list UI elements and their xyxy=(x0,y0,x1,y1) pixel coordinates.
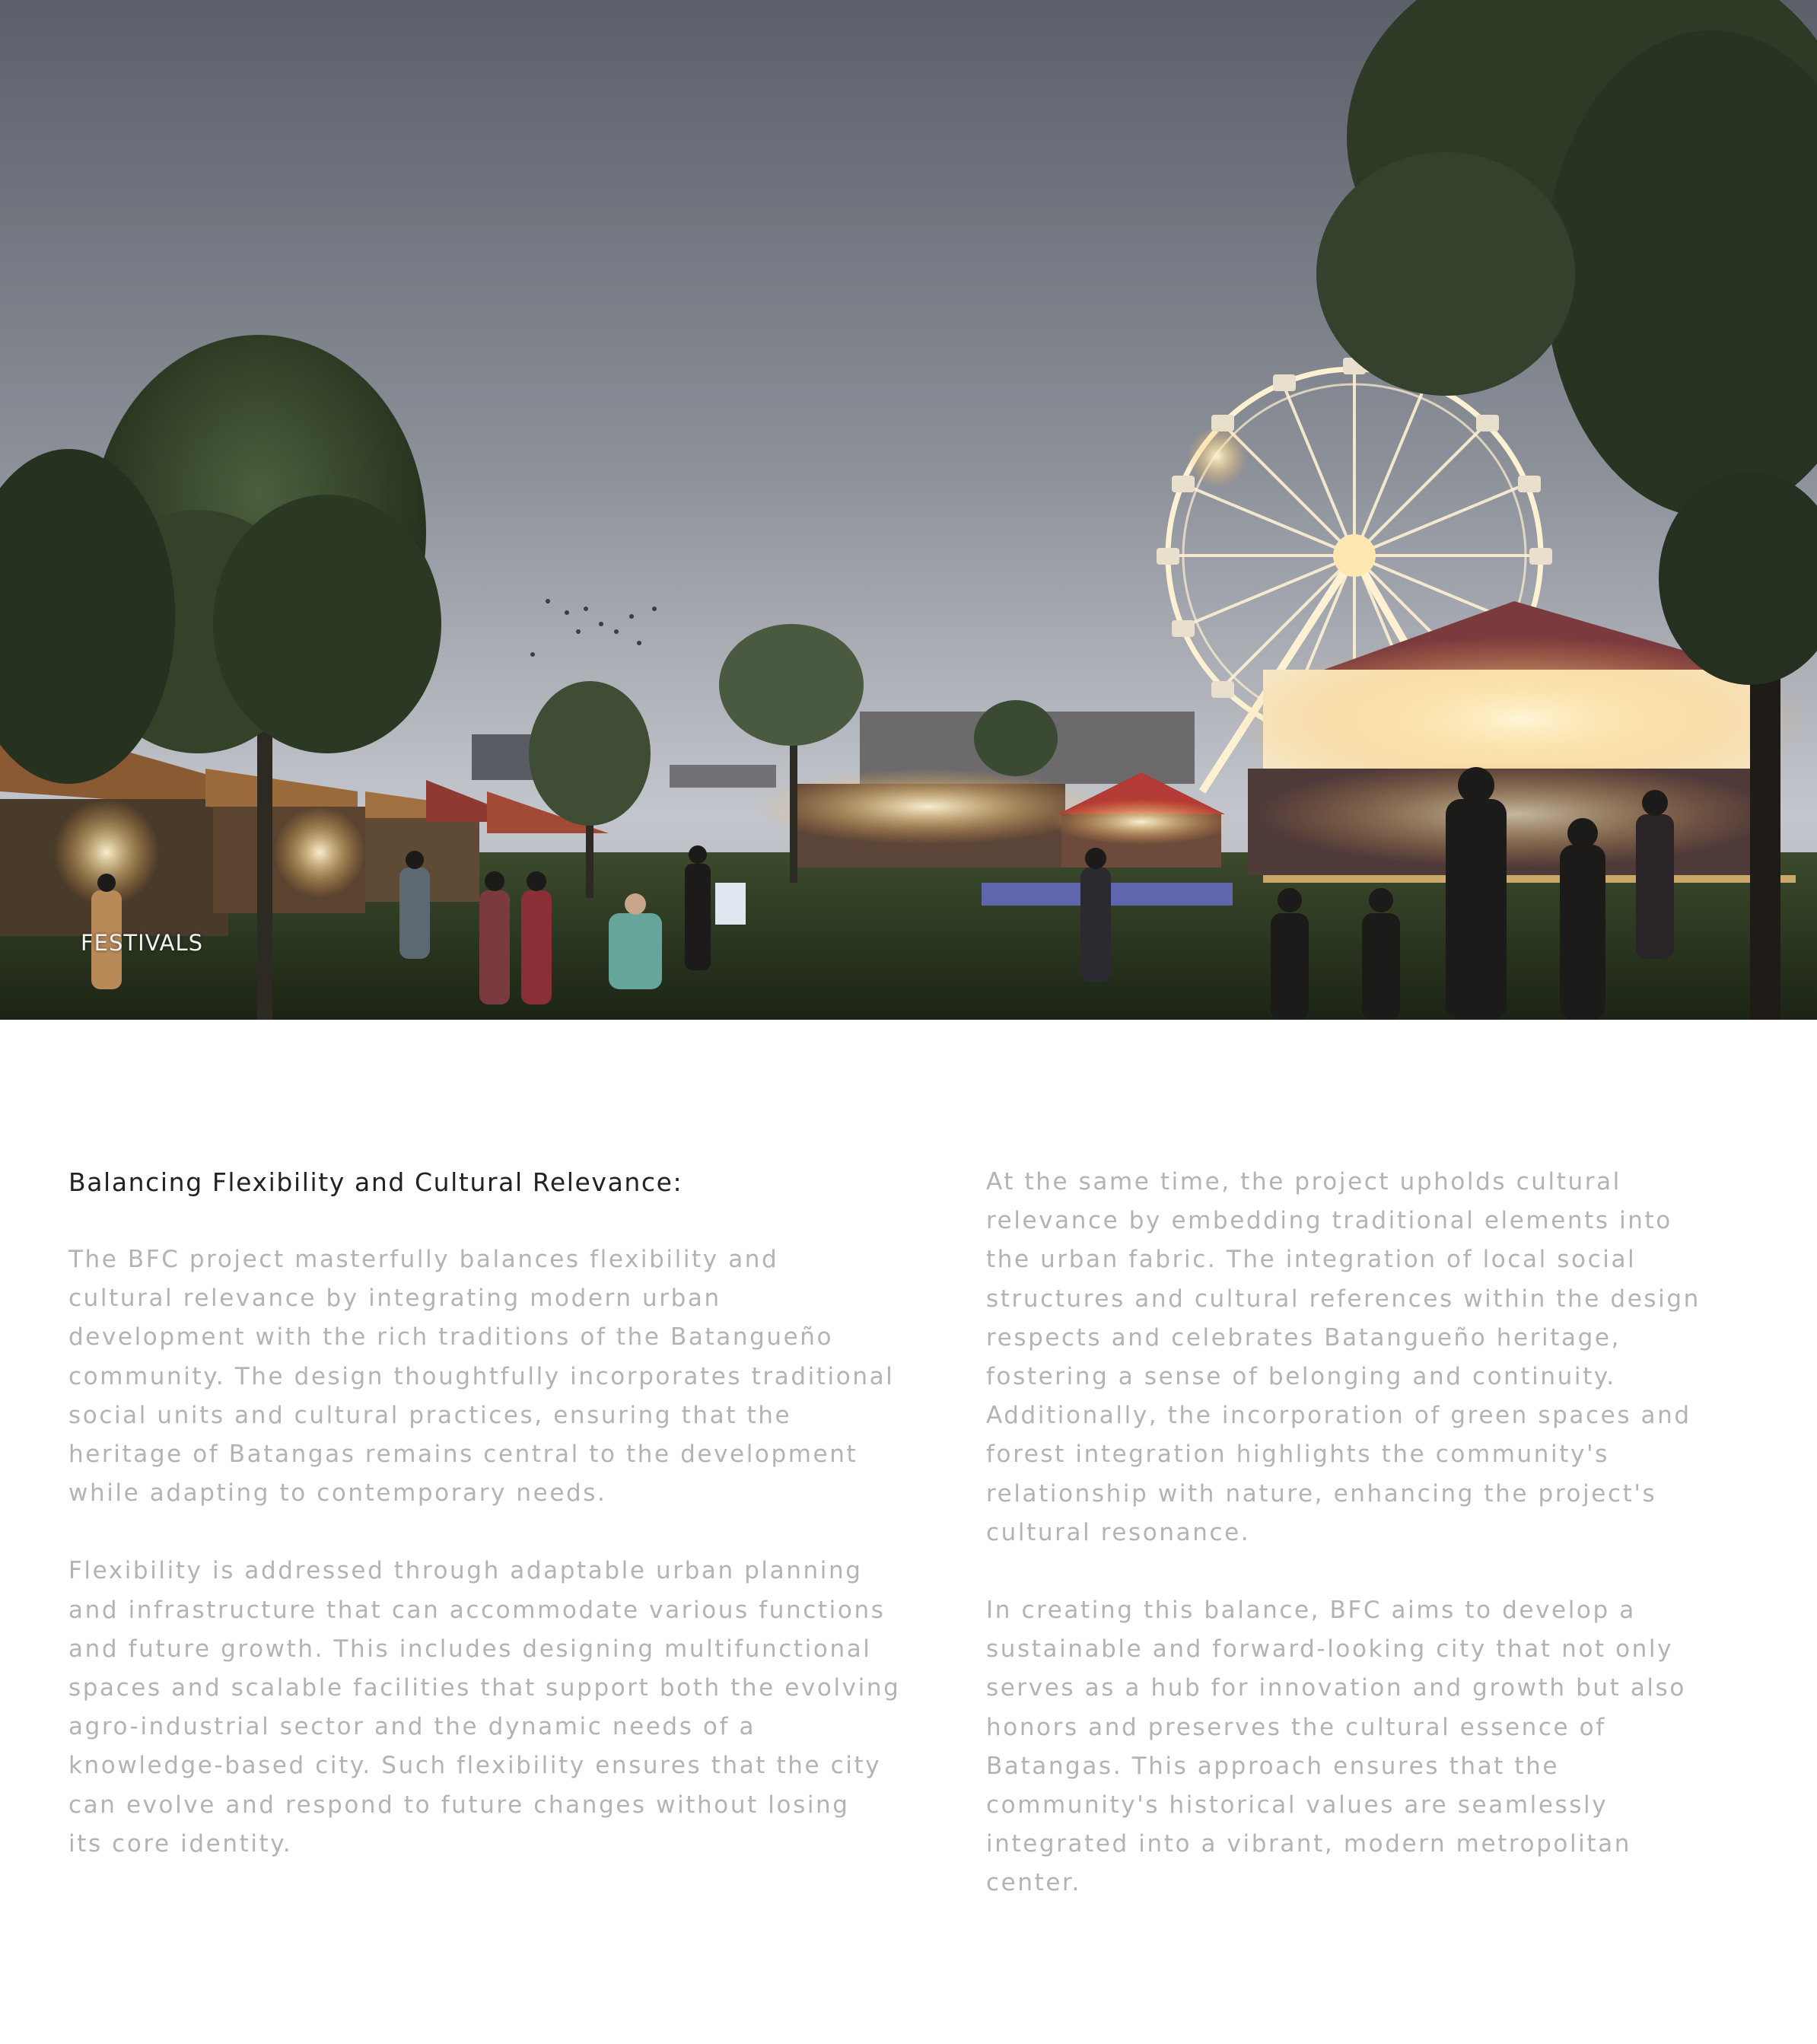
paragraph-cultural-balance: The BFC project masterfully balances flexibility and cultural relevance by integrating modern urban development with the rich traditions of the Batangueño community. The design thoughtfully incorporates traditional social units and cultural practices, ensuring that the heritage of Batangas remains central to the development while adapting to contemporary needs. xyxy=(68,1246,895,1508)
festival-scene-illustration xyxy=(0,0,1817,1020)
section-heading: Balancing Flexibility and Cultural Relevance: xyxy=(68,1167,683,1197)
left-column xyxy=(68,1163,944,1864)
right-column xyxy=(986,1163,1762,1903)
festival-rendering-image xyxy=(0,0,1817,1020)
paragraph-flexibility: Flexibility is addressed through adaptable urban planning and infrastructure that can accommodate various functions and future growth. This includes designing multifunctional spaces and scalable facilities that support both the evolving agro-industrial sector and the dynamic needs of a knowledge-based city. Such flexibility ensures that the city can evolve and respond to future changes without losing its core identity. xyxy=(68,1557,901,1858)
light-flare xyxy=(1187,426,1248,487)
image-caption: FESTIVALS xyxy=(81,930,204,956)
paragraph-cultural-relevance: At the same time, the project upholds cultural relevance by embedding traditional elements into the urban fabric. The integration of local social structures and cultural references within the design respects and celebrates Batangueño heritage, fostering a sense of belonging and continuity. Additionally, the incorporation of green spaces and forest integration highlights the community's relationship with nature, enhancing the project's cultural resonance. xyxy=(986,1168,1701,1546)
paragraph-conclusion: In creating this balance, BFC aims to develop a sustainable and forward-looking city that not only serves as a hub for innovation and growth but also honors and preserves the cultural essence of Batangas. This approach ensures that the community's historical values are seamlessly integrated into a vibrant, modern metropolitan center. xyxy=(986,1597,1686,1897)
